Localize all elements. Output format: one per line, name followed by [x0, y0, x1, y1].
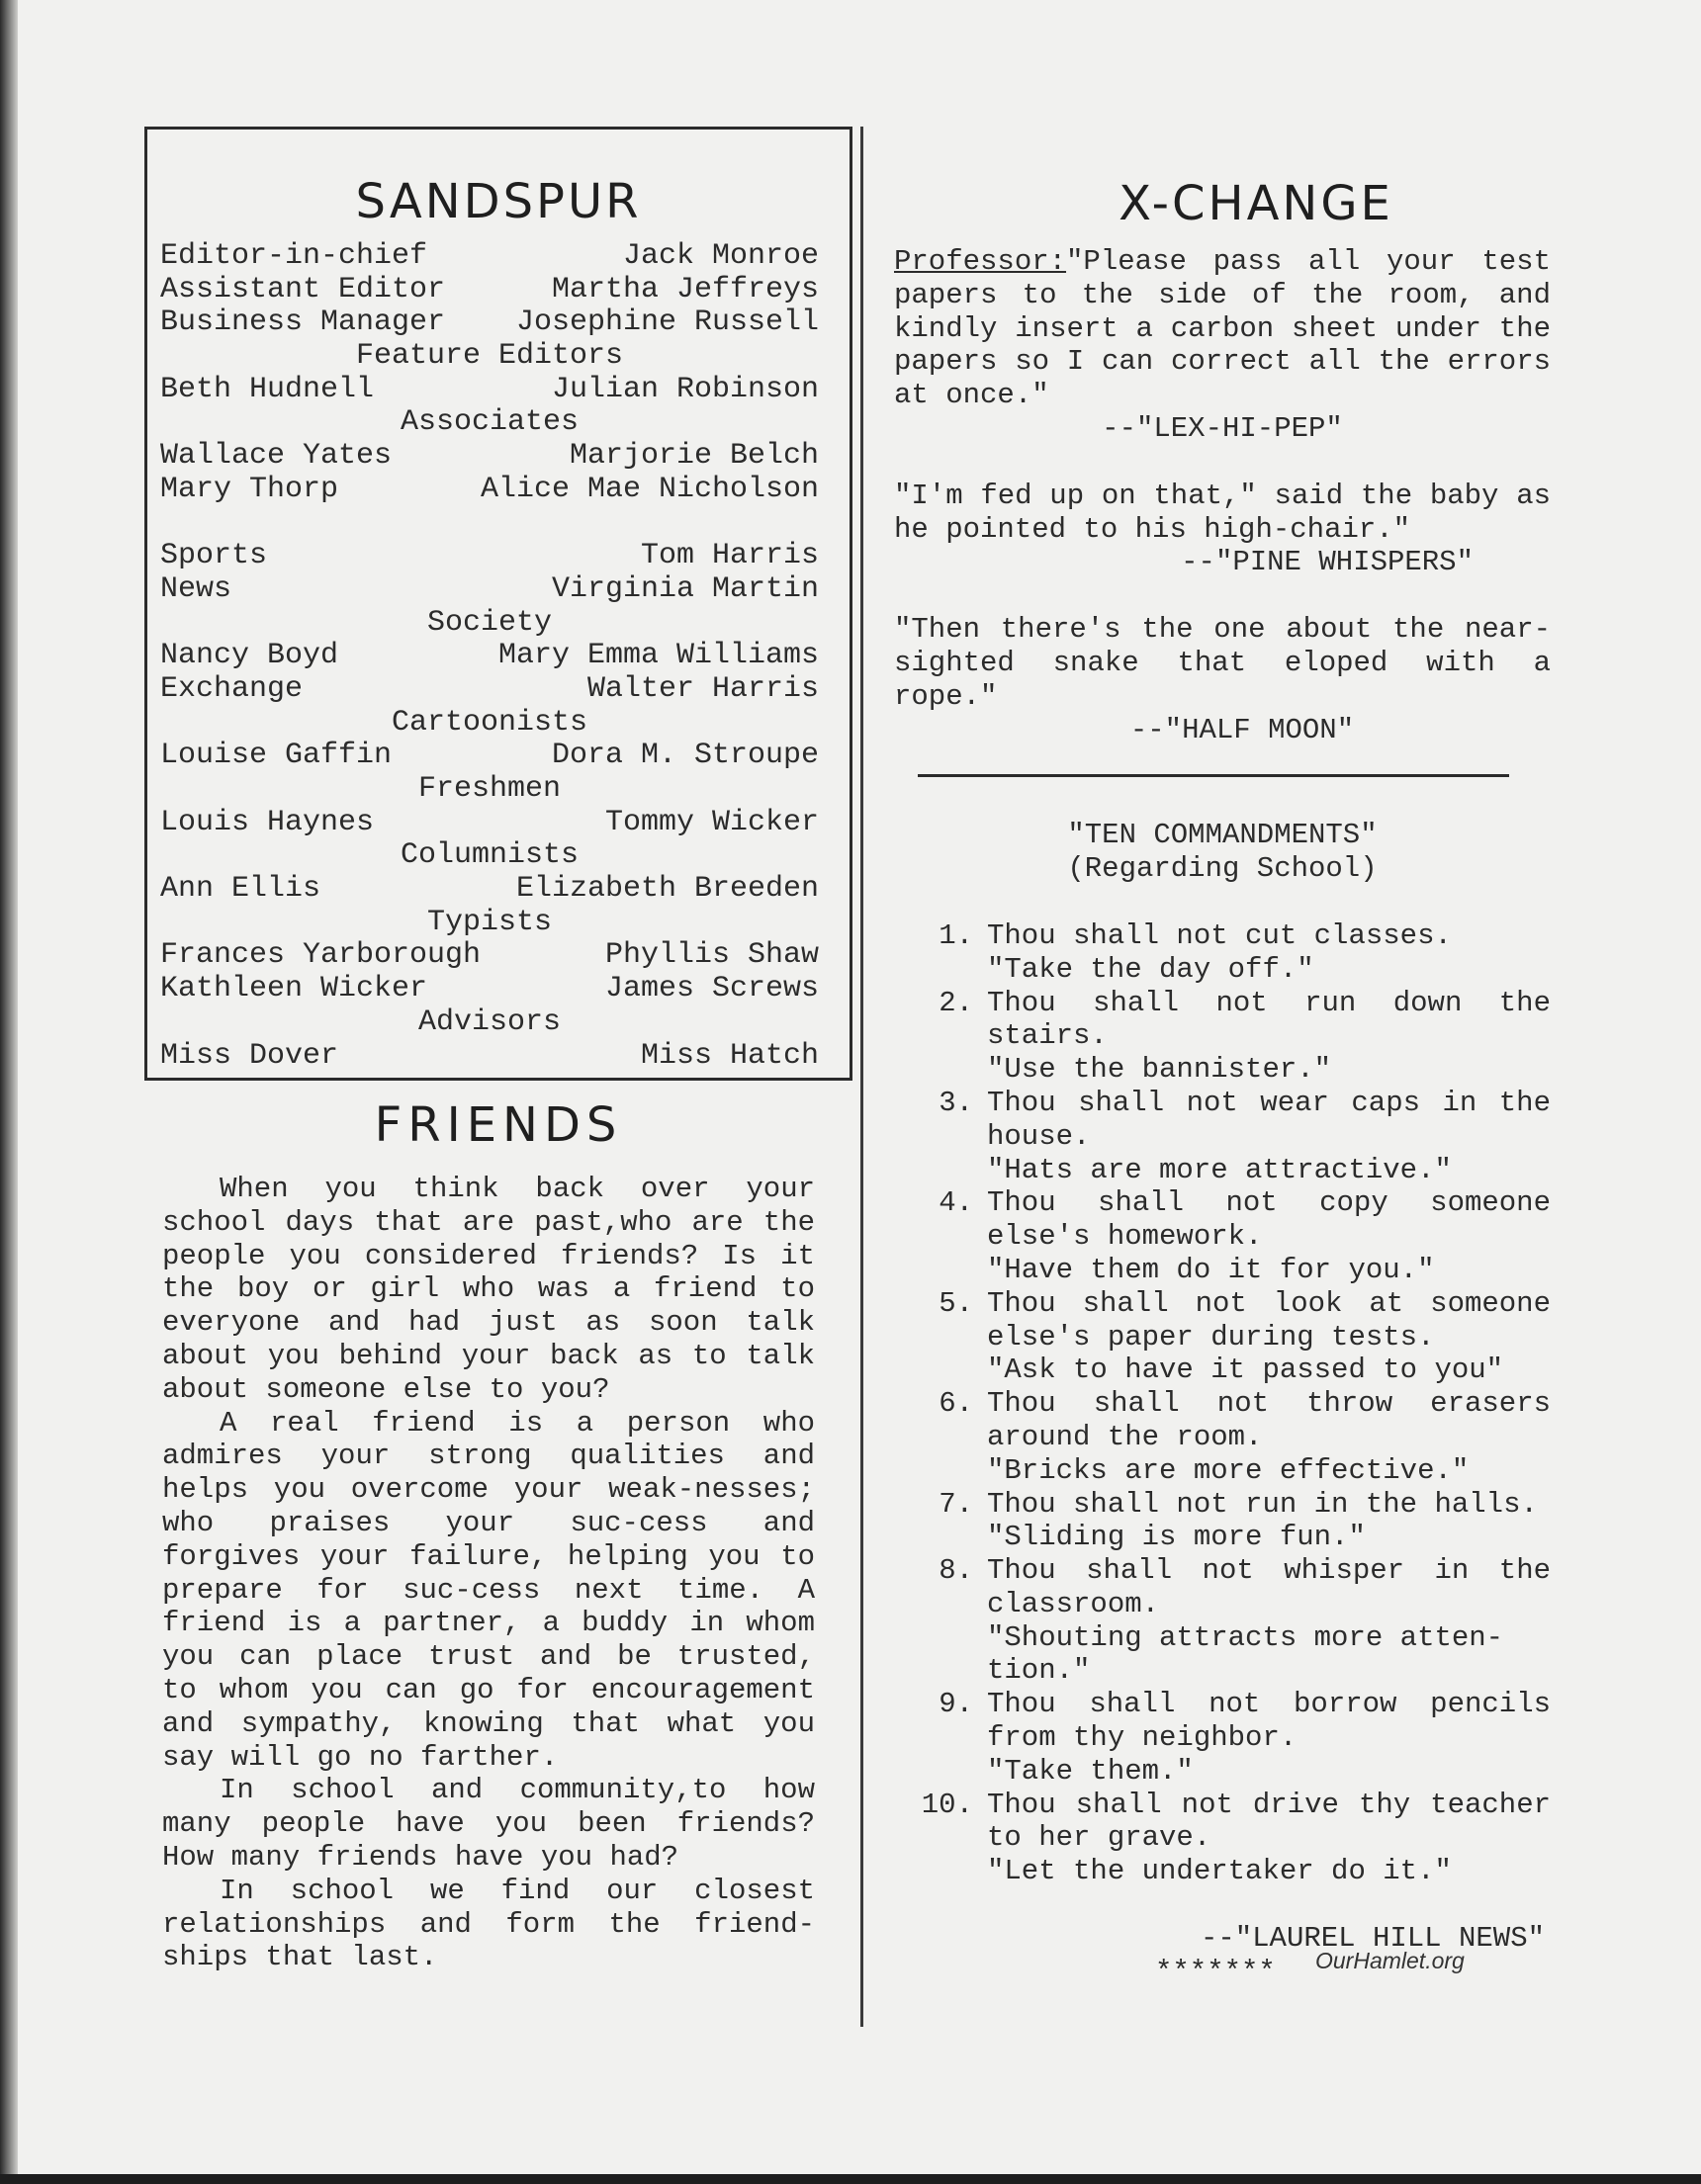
- staff-spacer: [160, 507, 819, 541]
- commandment-quip: "Ask to have it passed to you": [987, 1354, 1504, 1387]
- staff-role: Assistant Editor: [160, 272, 446, 306]
- commandments-title: "TEN COMMANDMENTS": [1067, 819, 1378, 852]
- staff-row: [160, 640, 819, 673]
- staff-section-heading: Society: [426, 605, 553, 640]
- commandment-text: Thou shall not cut classes.: [987, 918, 1452, 952]
- joke-snake: "Then there's the one about the near-sighted snake that eloped with a rope.": [894, 613, 1551, 713]
- masthead-title: SANDSPUR: [355, 174, 642, 229]
- commandment-number: 4.: [939, 1186, 973, 1220]
- commandment-item: [894, 1186, 1551, 1286]
- friends-paragraph: When you think back over your school days that are past,who are the people you considered friends? Is it the boy or girl who was a friend to everyone and had just as soon talk about you behind your back as to talk about someone else to you?: [162, 1173, 815, 1406]
- staff-row: [160, 240, 819, 274]
- commandment-text: Thou shall not run in the halls.: [987, 1487, 1538, 1521]
- staff-role: Miss Dover: [160, 1038, 339, 1073]
- staff-role: Ann Ellis: [160, 872, 321, 907]
- commandment-quip: "Shouting attracts more atten-tion.": [987, 1620, 1504, 1688]
- staff-role: Sports: [160, 539, 268, 573]
- commandment-quip: "Hats are more attractive.": [987, 1153, 1452, 1186]
- commandment-quip: "Have them do it for you.": [987, 1253, 1435, 1286]
- staff-section-heading: Typists: [426, 905, 553, 939]
- commandment-item: [894, 1287, 1551, 1387]
- staff-name: Virginia Martin: [551, 571, 819, 606]
- staff-list: [160, 240, 819, 1073]
- staff-row: [160, 306, 819, 340]
- staff-row: [160, 873, 819, 907]
- staff-section-heading: Columnists: [400, 838, 580, 873]
- commandment-item: [894, 919, 1551, 987]
- friends-article: [162, 1173, 815, 1974]
- staff-role: Beth Hudnell: [160, 372, 375, 406]
- scan-edge-bottom: [0, 2174, 1701, 2184]
- staff-row: [160, 939, 819, 973]
- joke-speaker: Professor:: [894, 245, 1067, 278]
- staff-row: [160, 374, 819, 407]
- staff-name: Tom Harris: [640, 539, 819, 573]
- commandment-quip: "Bricks are more effective.": [987, 1453, 1470, 1487]
- commandments-list: [894, 919, 1551, 1888]
- commandment-item: [894, 1789, 1551, 1888]
- staff-row: [160, 740, 819, 773]
- staff-row: [160, 440, 819, 474]
- site-credit: OurHamlet.org: [1315, 1948, 1465, 1973]
- xchange-title: X-CHANGE: [1119, 176, 1393, 231]
- staff-name: Mary Emma Williams: [497, 639, 819, 673]
- staff-name: Phyllis Shaw: [604, 938, 819, 973]
- commandment-number: 2.: [939, 986, 973, 1019]
- staff-name: Alice Mae Nicholson: [480, 472, 819, 506]
- commandment-item: [894, 1087, 1551, 1186]
- joke-source: --"LEX-HI-PEP": [1102, 411, 1343, 445]
- commandment-number: 9.: [939, 1688, 973, 1721]
- staff-role: Exchange: [160, 671, 304, 706]
- joke-text: "Please pass all your test papers to the side of the room, and kindly insert a carbon sheet under the papers so I can correct all the errors at once.": [894, 245, 1551, 412]
- staff-name: Elizabeth Breeden: [515, 872, 819, 907]
- xchange-column: [894, 245, 1551, 1989]
- joke-source: --"HALF MOON": [1129, 713, 1355, 746]
- staff-row: [160, 573, 819, 607]
- staff-role: Louise Gaffin: [160, 739, 393, 773]
- commandment-text: Thou shall not borrow pencils from thy neighbor.: [987, 1688, 1551, 1755]
- commandments-subtitle: (Regarding School): [1067, 852, 1378, 886]
- section-divider: [918, 774, 1509, 777]
- staff-row: [160, 973, 819, 1006]
- commandment-number: 10.: [921, 1788, 973, 1821]
- friends-paragraph: A real friend is a person who admires your strong qualities and helps you overcome your weak-nesses; who praises your suc-cess and forgives your failure, helping you to prepare for suc-cess next time. A friend is a partner, a buddy in whom you can place trust and be trusted, to whom you can go for encouragement and sympathy, knowing that what you say will go no farther.: [162, 1406, 815, 1774]
- staff-name: Dora M. Stroupe: [551, 739, 819, 773]
- staff-role: Business Manager: [160, 306, 446, 340]
- staff-name: Julian Robinson: [551, 372, 819, 406]
- commandment-text: Thou shall not drive thy teacher to her grave.: [987, 1788, 1551, 1855]
- commandment-text: Thou shall not copy someone else's homework.: [987, 1186, 1551, 1254]
- staff-section-heading: Freshmen: [417, 772, 562, 806]
- staff-section-heading: Cartoonists: [391, 705, 588, 740]
- commandment-quip: "Sliding is more fun.": [987, 1521, 1366, 1554]
- staff-section-heading: Feature Editors: [355, 339, 624, 374]
- staff-name: Martha Jeffreys: [551, 272, 819, 306]
- staff-name: Jack Monroe: [622, 239, 819, 273]
- friends-title: FRIENDS: [374, 1097, 623, 1153]
- staff-role: Louis Haynes: [160, 805, 375, 839]
- staff-row: [160, 540, 819, 573]
- column-divider: [860, 127, 863, 2027]
- staff-role: News: [160, 571, 232, 606]
- staff-section-heading: Associates: [400, 405, 580, 440]
- commandment-item: [894, 1488, 1551, 1555]
- commandment-text: Thou shall not whisper in the classroom.: [987, 1554, 1551, 1620]
- commandment-text: Thou shall not wear caps in the house.: [987, 1086, 1551, 1153]
- staff-section-heading: Advisors: [417, 1005, 562, 1039]
- staff-role: Nancy Boyd: [160, 639, 339, 673]
- commandment-quip: "Take the day off.": [987, 952, 1314, 986]
- staff-role: Mary Thorp: [160, 472, 339, 506]
- closing-stars: *******: [1155, 1955, 1276, 1988]
- scan-edge-left: [0, 0, 18, 2184]
- commandment-number: 1.: [939, 918, 973, 952]
- staff-row: [160, 474, 819, 507]
- commandment-number: 8.: [939, 1554, 973, 1588]
- staff-name: Marjorie Belch: [569, 439, 819, 474]
- staff-role: Frances Yarborough: [160, 938, 482, 973]
- joke-professor: [894, 245, 1551, 412]
- commandment-item: [894, 1554, 1551, 1688]
- staff-name: Miss Hatch: [640, 1038, 819, 1073]
- commandments-source: --"LAUREL HILL NEWS": [1200, 1922, 1545, 1956]
- commandment-item: [894, 1387, 1551, 1487]
- staff-name: Walter Harris: [586, 671, 819, 706]
- friends-paragraph: In school and community,to how many people have you been friends? How many friends have you had?: [162, 1774, 815, 1874]
- commandment-number: 6.: [939, 1387, 973, 1421]
- commandment-text: Thou shall not run down the stairs.: [987, 986, 1551, 1053]
- commandment-item: [894, 987, 1551, 1087]
- commandment-text: Thou shall not look at someone else's paper during tests.: [987, 1286, 1551, 1354]
- friends-paragraph: In school we find our closest relationships and form the friend-ships that last.: [162, 1874, 815, 1974]
- commandment-number: 7.: [939, 1487, 973, 1521]
- staff-role: Editor-in-chief: [160, 239, 428, 273]
- staff-role: Kathleen Wicker: [160, 972, 428, 1006]
- commandment-quip: "Use the bannister.": [987, 1053, 1332, 1087]
- staff-row: [160, 807, 819, 840]
- staff-row: [160, 274, 819, 307]
- joke-source: --"PINE WHISPERS": [1181, 546, 1474, 579]
- staff-row: [160, 1040, 819, 1074]
- joke-baby: "I'm fed up on that," said the baby as he pointed to his high-chair.": [894, 479, 1551, 546]
- staff-row: [160, 673, 819, 707]
- staff-role: Wallace Yates: [160, 439, 393, 474]
- commandment-item: [894, 1688, 1551, 1788]
- staff-name: Josephine Russell: [515, 306, 819, 340]
- staff-name: Tommy Wicker: [604, 805, 819, 839]
- commandment-text: Thou shall not throw erasers around the room.: [987, 1387, 1551, 1453]
- commandment-number: 5.: [939, 1286, 973, 1320]
- commandment-quip: "Let the undertaker do it.": [987, 1855, 1452, 1888]
- commandment-quip: "Take them.": [987, 1754, 1194, 1788]
- commandment-number: 3.: [939, 1086, 973, 1119]
- staff-name: James Screws: [604, 972, 819, 1006]
